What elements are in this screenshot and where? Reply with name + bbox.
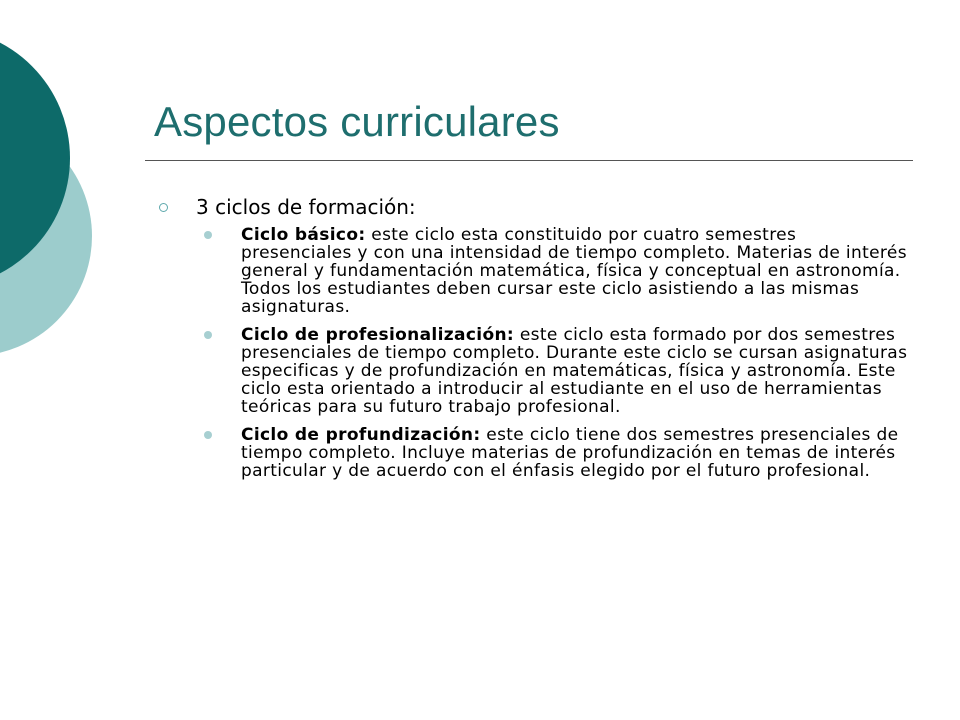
dot-bullet-icon [204,231,212,239]
main-bullet-text: 3 ciclos de formación: [196,195,416,219]
item-term: Ciclo de profesionalización: [241,325,515,345]
decorative-circles [0,0,110,400]
item-text: este ciclo esta formado por dos semestres presenciales de tiempo completo. Durante este ciclo se cursan asignaturas especificas y de profundización en matemáticas, física y astronomía. Este ciclo esta orientado a introducir al estudiante en el uso de herramientas teóricas para su futuro trabajo profesional. [241,325,908,417]
dot-bullet-icon [204,431,212,439]
list-item-ciclo-basico [158,226,908,316]
dot-bullet-icon [204,331,212,339]
item-text: este ciclo tiene dos semestres presenciales de tiempo completo. Incluye materias de profundización en temas de interés particular y de acuerdo con el énfasis elegido por el futuro profesional. [241,425,899,481]
main-bullet [158,192,908,222]
list-item-ciclo-profundizacion [158,426,908,480]
item-term: Ciclo de profundización: [241,425,481,445]
slide-content [158,192,908,490]
item-text: este ciclo esta constituido por cuatro semestres presenciales y con una intensidad de tiempo completo. Materias de interés general y fundamentación matemática, física y conceptual en astronomía. Todos los estudiantes deben cursar este ciclo asistiendo a las mismas asignaturas. [241,225,907,317]
title-divider [145,160,913,161]
list-item-ciclo-profesionalizacion [158,326,908,416]
item-term: Ciclo básico: [241,225,366,245]
slide-title: Aspectos curriculares [154,98,560,145]
cycle-list [158,226,908,480]
ring-bullet-icon [159,203,168,212]
